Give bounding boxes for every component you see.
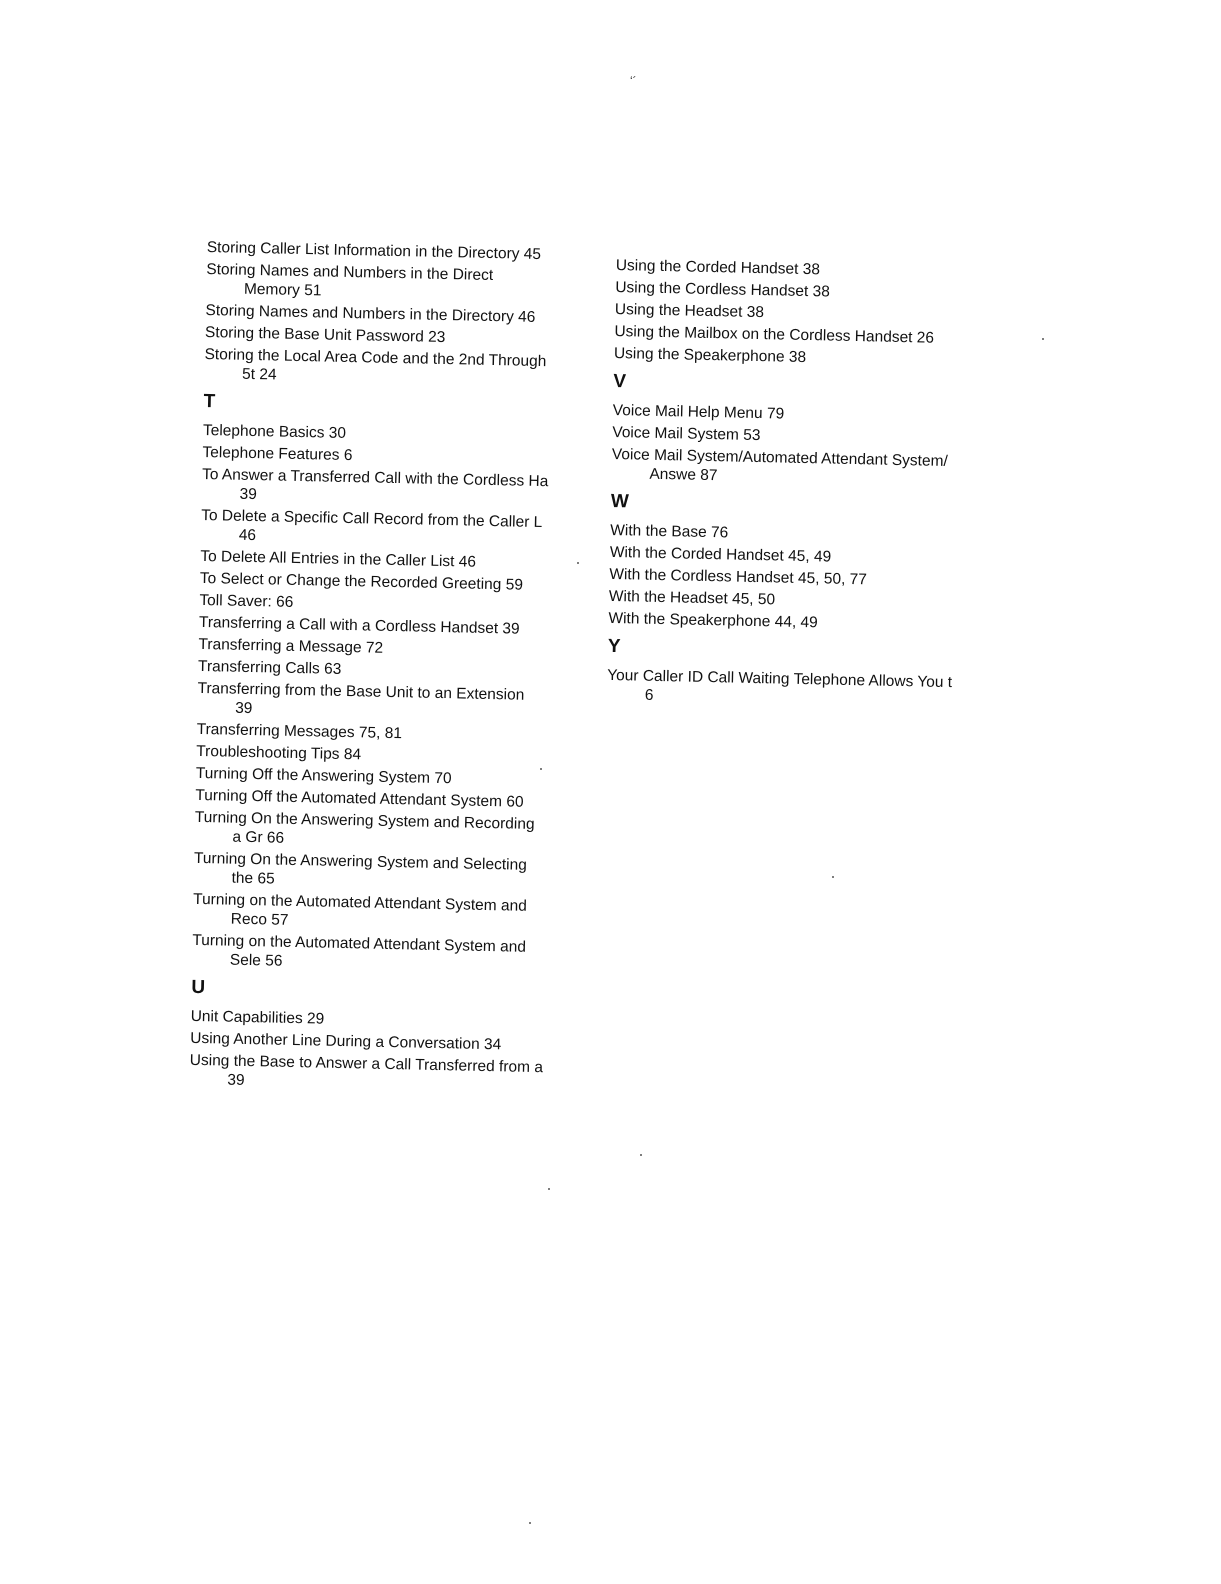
index-entry-text: Using the Cordless Handset 38 bbox=[615, 278, 831, 301]
scan-speck bbox=[832, 876, 834, 878]
index-entry-text: Using the Base to Answer a Call Transferred from a bbox=[189, 1051, 544, 1077]
scan-speck bbox=[548, 1188, 550, 1190]
index-entry bbox=[194, 808, 595, 854]
index-entry-text: Turning on the Automated Attendant System and bbox=[192, 890, 528, 915]
index-entry-text: Transferring Calls 63 bbox=[197, 657, 342, 678]
index-entry-continuation: a Gr 66 bbox=[232, 828, 285, 847]
index-entry bbox=[206, 260, 607, 306]
index-entry bbox=[607, 666, 1008, 712]
index-entry-text: Telephone Features 6 bbox=[202, 443, 353, 465]
index-entry-text: Using the Mailbox on the Cordless Handset 26 bbox=[614, 322, 935, 347]
index-entry-text: Storing Names and Numbers in the Directory 46 bbox=[205, 301, 536, 326]
section-letter: V bbox=[613, 370, 627, 393]
index-entry-continuation: 39 bbox=[234, 699, 253, 718]
index-entry-text: With the Corded Handset 45, 49 bbox=[609, 543, 832, 566]
index-entry-text: Your Caller ID Call Waiting Telephone Allows You t bbox=[607, 666, 953, 692]
index-entry-continuation: Reco 57 bbox=[230, 910, 289, 929]
index-entry-continuation: 39 bbox=[227, 1071, 245, 1089]
index-entry bbox=[201, 506, 602, 552]
index-entry-text: Voice Mail System/Automated Attendant System/ bbox=[611, 445, 948, 470]
top-mark: ʻ´ bbox=[630, 74, 637, 88]
index-entry-text: Voice Mail System 53 bbox=[612, 423, 761, 445]
index-entry-text: With the Headset 45, 50 bbox=[608, 587, 776, 609]
index-entry-text: Turning On the Answering System and Selecting bbox=[193, 849, 527, 874]
index-entry bbox=[192, 931, 593, 977]
index-entry bbox=[611, 445, 1012, 491]
index-entry-text: Using the Speakerphone 38 bbox=[613, 344, 807, 367]
index-entry-text: Toll Saver: 66 bbox=[199, 591, 294, 611]
index-entry bbox=[193, 849, 594, 895]
index-entry-text: Using the Headset 38 bbox=[614, 300, 765, 322]
index-entry-text: Unit Capabilities 29 bbox=[190, 1007, 325, 1028]
scan-speck bbox=[640, 1154, 642, 1156]
section-letter: Y bbox=[607, 635, 621, 658]
index-entry-text: Troubleshooting Tips 84 bbox=[196, 742, 362, 764]
index-entry-text: Transferring a Message 72 bbox=[198, 635, 384, 657]
index-entry-text: With the Cordless Handset 45, 50, 77 bbox=[609, 565, 868, 589]
section-letter: U bbox=[191, 976, 206, 999]
index-entry-text: Storing Caller List Information in the Directory 45 bbox=[206, 238, 542, 263]
index-entry bbox=[201, 465, 602, 511]
index-entry-continuation: 39 bbox=[239, 485, 258, 504]
index-entry-text: To Delete a Specific Call Record from the Caller L bbox=[201, 506, 543, 532]
index-entry-continuation: 5t 24 bbox=[241, 365, 277, 384]
section-letter: W bbox=[610, 490, 630, 513]
index-entry-text: To Select or Change the Recorded Greeting 59 bbox=[199, 569, 524, 594]
scan-speck bbox=[577, 562, 579, 564]
index-entry-text: Transferring a Call with a Cordless Handset 39 bbox=[198, 613, 520, 638]
index-entry-continuation: Memory 51 bbox=[243, 280, 322, 300]
scan-speck bbox=[540, 768, 542, 770]
scan-speck bbox=[1042, 338, 1044, 340]
index-entry-text: Using the Corded Handset 38 bbox=[615, 256, 821, 279]
index-column-left bbox=[189, 238, 607, 1100]
index-entry bbox=[189, 1051, 590, 1097]
index-column-right bbox=[607, 256, 1016, 715]
index-entry-text: Storing Names and Numbers in the Direct bbox=[206, 260, 494, 284]
index-entry-continuation: Sele 56 bbox=[229, 951, 283, 970]
section-letter: T bbox=[203, 390, 216, 413]
index-entry-continuation: 6 bbox=[644, 686, 654, 704]
index-entry-text: To Delete All Entries in the Caller List 46 bbox=[200, 547, 477, 571]
index-entry-continuation: Answe 87 bbox=[649, 465, 718, 485]
index-entry-text: Turning Off the Answering System 70 bbox=[195, 764, 452, 788]
index-entry-text: To Answer a Transferred Call with the Cordless Ha bbox=[201, 465, 549, 491]
index-entry-text: Storing the Local Area Code and the 2nd Through bbox=[204, 345, 547, 371]
index-entry bbox=[197, 679, 598, 725]
index-entry-text: Turning on the Automated Attendant System and bbox=[192, 931, 527, 956]
index-entry-text: With the Base 76 bbox=[610, 521, 729, 542]
index-entry-text: Using Another Line During a Conversation 34 bbox=[190, 1029, 502, 1054]
index-entry bbox=[193, 890, 594, 936]
index-entry-text: Storing the Base Unit Password 23 bbox=[204, 323, 446, 347]
index-entry bbox=[204, 345, 605, 391]
index-entry-continuation: 46 bbox=[238, 526, 257, 545]
index-entry-text: Voice Mail Help Menu 79 bbox=[612, 401, 785, 423]
index-entry-text: Turning On the Answering System and Recording bbox=[194, 808, 535, 833]
index-entry-text: Telephone Basics 30 bbox=[202, 421, 347, 442]
index-entry-text: With the Speakerphone 44, 49 bbox=[608, 609, 818, 632]
index-entry-text: Transferring Messages 75, 81 bbox=[196, 720, 403, 743]
index-entry-text: Transferring from the Base Unit to an Extension bbox=[197, 679, 525, 704]
index-entry-continuation: the 65 bbox=[231, 869, 275, 888]
scan-speck bbox=[529, 1522, 531, 1524]
index-entry-text: Turning Off the Automated Attendant System 60 bbox=[195, 786, 524, 811]
